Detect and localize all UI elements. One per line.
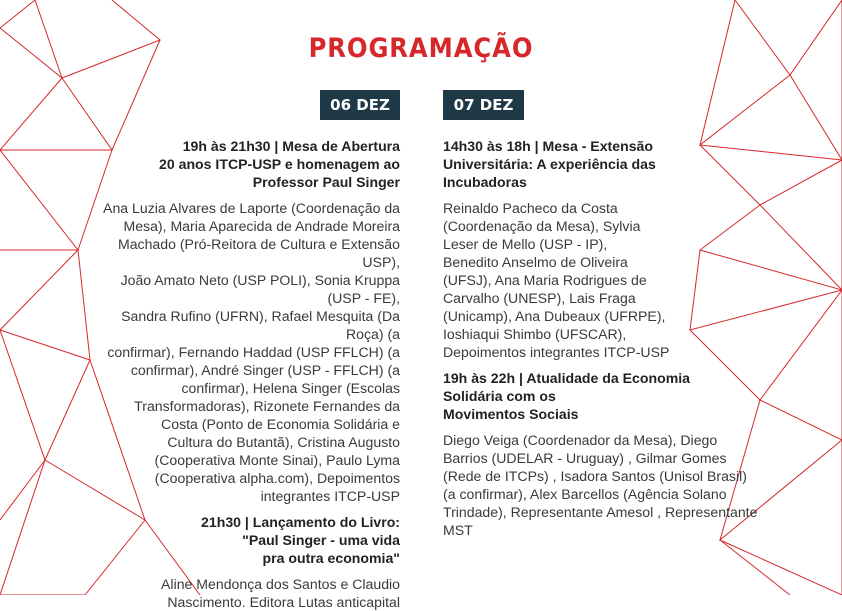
schedule-column-07-dez bbox=[443, 137, 763, 539]
heading-line: Universitária: A experiência das bbox=[443, 156, 656, 172]
heading-line: 19h às 22h | Atualidade da Economia bbox=[443, 370, 691, 386]
text-line: Cultura do Butantã), Cristina Augusto bbox=[167, 434, 400, 450]
session-opening bbox=[92, 137, 400, 505]
text-line: Mesa), Maria Aparecida de Andrade Moreira bbox=[123, 218, 400, 234]
text-line: (Coordenação da Mesa), Sylvia bbox=[443, 218, 641, 234]
text-line: Ana Luzia Alvares de Laporte (Coordenação da bbox=[103, 200, 400, 216]
heading-line: 19h às 21h30 | Mesa de Abertura bbox=[182, 138, 400, 154]
text-line: Trindade), Representante Amesol , Representante bbox=[443, 504, 758, 520]
text-line: Depoimentos integrantes ITCP-USP bbox=[443, 344, 670, 360]
heading-line: Movimentos Sociais bbox=[443, 406, 579, 422]
text-line: (Cooperativa Monte Sinai), Paulo Lyma bbox=[154, 452, 400, 468]
text-line: Barrios (UDELAR - Uruguay) , Gilmar Gomes bbox=[443, 450, 727, 466]
session-participants bbox=[443, 431, 763, 539]
session-heading bbox=[443, 137, 763, 191]
session-social-movements bbox=[443, 369, 763, 539]
text-line: Reinaldo Pacheco da Costa bbox=[443, 200, 618, 216]
heading-line: 20 anos ITCP-USP e homenagem ao bbox=[159, 156, 400, 172]
page-title: PROGRAMAÇÃO bbox=[308, 33, 534, 64]
text-line: confirmar), Helena Singer (Escolas bbox=[181, 380, 400, 396]
text-line: Ioshiaqui Shimbo (UFSCAR), bbox=[443, 326, 627, 342]
session-participants bbox=[92, 575, 400, 611]
session-participants bbox=[443, 199, 763, 361]
text-line: (Cooperativa alpha.com), Depoimentos bbox=[154, 470, 400, 486]
text-line: MST bbox=[443, 522, 473, 538]
heading-line: Incubadoras bbox=[443, 174, 527, 190]
heading-line: 21h30 | Lançamento do Livro: bbox=[201, 514, 400, 530]
text-line: Costa (Ponto de Economia Solidária e bbox=[161, 416, 400, 432]
session-heading bbox=[92, 137, 400, 191]
text-line: integrantes ITCP-USP bbox=[260, 488, 400, 504]
schedule-column-06-dez bbox=[92, 137, 400, 611]
heading-line: Professor Paul Singer bbox=[252, 174, 400, 190]
text-line: Nascimento. Editora Lutas anticapital bbox=[167, 594, 400, 610]
text-line: Benedito Anselmo de Oliveira bbox=[443, 254, 628, 270]
text-line: (a confirmar), Alex Barcellos (Agência Solano bbox=[443, 486, 727, 502]
text-line: Sandra Rufino (UFRN), Rafael Mesquita (Da Roça) (a bbox=[121, 308, 400, 342]
text-line: (Unicamp), Ana Dubeaux (UFRPE), bbox=[443, 308, 666, 324]
text-line: confirmar), Fernando Haddad (USP FFLCH) (a bbox=[107, 344, 400, 360]
text-line: Transformadoras), Rizonete Fernandes da bbox=[134, 398, 400, 414]
heading-line: "Paul Singer - uma vida bbox=[242, 532, 400, 548]
text-line: Carvalho (UNESP), Lais Fraga bbox=[443, 290, 636, 306]
day-badge-07-dez: 07 DEZ bbox=[443, 90, 524, 120]
heading-line: Solidária com os bbox=[443, 388, 556, 404]
session-extension-panel bbox=[443, 137, 763, 361]
text-line: João Amato Neto (USP POLI), Sonia Kruppa (USP - FE), bbox=[120, 272, 400, 306]
day-badge-06-dez: 06 DEZ bbox=[320, 90, 400, 120]
heading-line: 14h30 às 18h | Mesa - Extensão bbox=[443, 138, 653, 154]
session-heading bbox=[443, 369, 763, 423]
text-line: Aline Mendonça dos Santos e Claudio bbox=[161, 576, 400, 592]
text-line: (UFSJ), Ana Maria Rodrigues de bbox=[443, 272, 647, 288]
session-heading bbox=[92, 513, 400, 567]
text-line: Machado (Pró-Reitora de Cultura e Extensão USP), bbox=[117, 236, 400, 270]
session-book-launch bbox=[92, 513, 400, 611]
heading-line: pra outra economia" bbox=[262, 550, 400, 566]
text-line: Diego Veiga (Coordenador da Mesa), Diego bbox=[443, 432, 718, 448]
text-line: (Rede de ITCPs) , Isadora Santos (Unisol Brasil) bbox=[443, 468, 747, 484]
text-line: confirmar), André Singer (USP - FFLCH) (a bbox=[130, 362, 400, 378]
session-participants bbox=[92, 199, 400, 505]
text-line: Leser de Mello (USP - IP), bbox=[443, 236, 608, 252]
